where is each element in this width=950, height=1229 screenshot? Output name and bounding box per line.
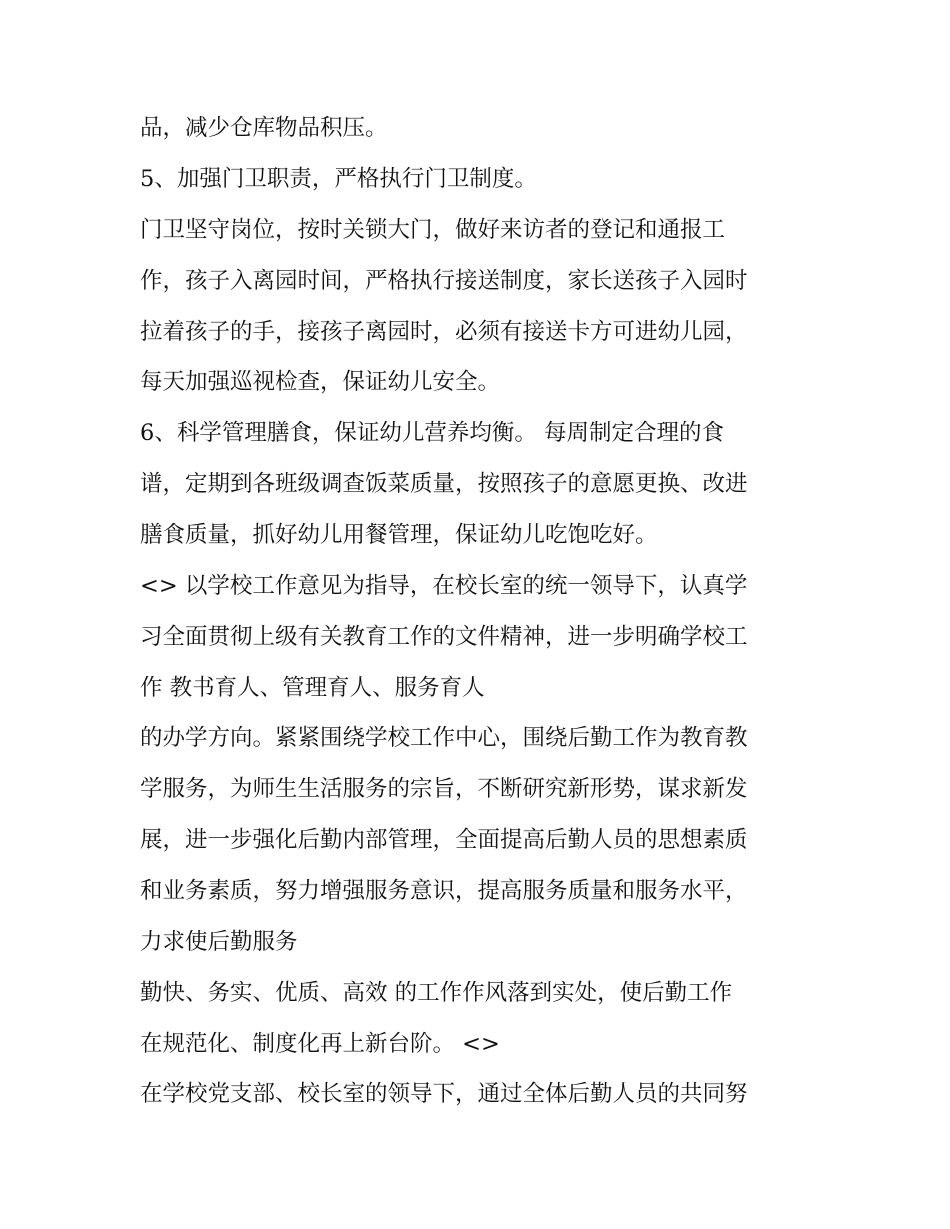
text-line: 学服务，为师生生活服务的宗旨，不断研究新形势，谋求新发 [140, 776, 748, 802]
text-line: 每天加强巡视检查，保证幼儿安全。 [140, 369, 501, 395]
text-line: 在学校党支部、校长室的领导下，通过全体后勤人员的共同努 [140, 1081, 748, 1107]
text-line: 作，孩子入离园时间，严格执行接送制度，家长送孩子入园时 [140, 268, 748, 294]
text-line: 习全面贯彻上级有关教育工作的文件精神，进一步明确学校工 [140, 624, 748, 650]
text-line: 5、加强门卫职责，严格执行门卫制度。 [140, 166, 537, 192]
text-line: 在规范化、制度化再上新台阶。 <> [140, 1031, 500, 1057]
text-line: 力求使后勤服务 [140, 929, 298, 955]
text-line: 品，减少仓库物品积压。 [140, 115, 388, 141]
text-line: 的办学方向。紧紧围绕学校工作中心，围绕后勤工作为教育教 [140, 725, 748, 751]
text-line: <> 以学校工作意见为指导，在校长室的统一领导下，认真学 [140, 573, 748, 599]
text-line: 勤快、务实、优质、高效 的工作作风落到实处，使后勤工作 [140, 980, 733, 1006]
text-line: 拉着孩子的手，接孩子离园时，必须有接送卡方可进幼儿园， [140, 319, 748, 345]
text-line: 展，进一步强化后勤内部管理，全面提高后勤人员的思想素质 [140, 827, 748, 853]
text-line: 膳食质量，抓好幼儿用餐管理，保证幼儿吃饱吃好。 [140, 522, 658, 548]
text-line: 门卫坚守岗位，按时关锁大门，做好来访者的登记和通报工 [140, 217, 726, 243]
text-line: 和业务素质，努力增强服务意识，提高服务质量和服务水平， [140, 878, 748, 904]
text-line: 作 教书育人、管理育人、服务育人 [140, 675, 485, 701]
text-line: 6、科学管理膳食，保证幼儿营养均衡。 每周制定合理的食 [140, 420, 724, 446]
text-line: 谱，定期到各班级调查饭菜质量，按照孩子的意愿更换、改进 [140, 471, 748, 497]
